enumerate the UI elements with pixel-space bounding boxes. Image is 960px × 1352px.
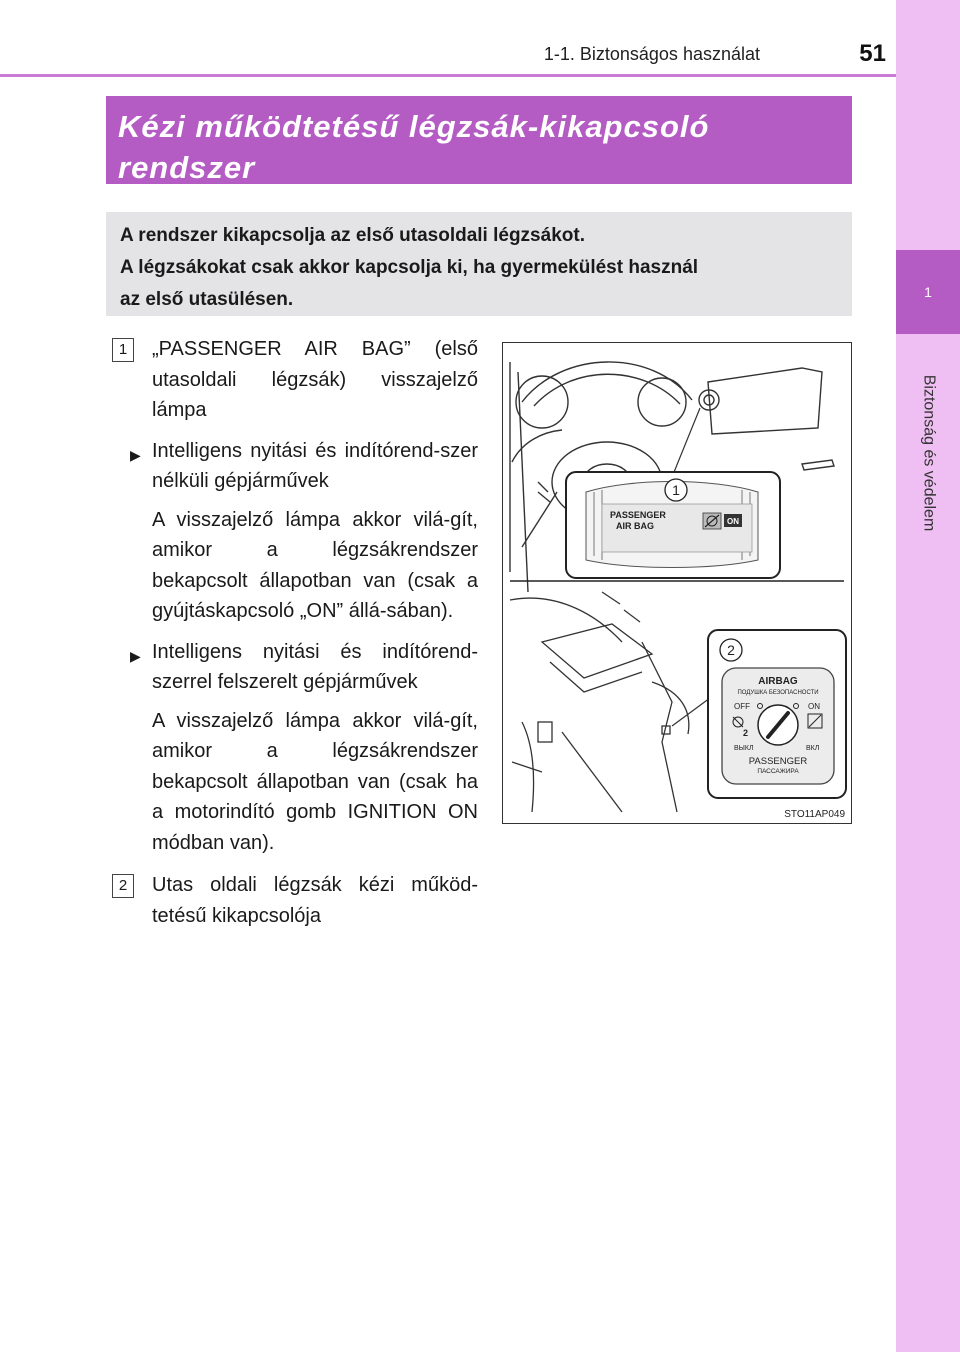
intro-line3: az első utasülésen. — [120, 289, 294, 310]
section-title-band — [106, 96, 852, 184]
switch-title-ru: ПОДУШКА БЕЗОПАСНОСТИ — [737, 690, 819, 696]
lamp-label-line1: PASSENGER — [610, 510, 666, 520]
switch-off-label: OFF — [734, 702, 750, 711]
item-text: Utas oldali légzsák kézi működ-tetésű kikapcsolója — [152, 874, 478, 927]
page-number: 51 — [859, 40, 886, 67]
item-1 — [112, 334, 478, 426]
airbag-switch-inset — [708, 630, 846, 798]
item-number-badge: 2 — [112, 874, 134, 898]
svg-text:2: 2 — [743, 728, 749, 738]
bullet-item — [112, 436, 478, 497]
intro-text — [106, 212, 852, 316]
section-header: 1-1. Biztonságos használat — [543, 44, 760, 64]
callout-number-2: 2 — [727, 642, 735, 658]
section-title-line2: rendszer — [118, 150, 256, 185]
lamp-label-line2: AIR BAG — [616, 521, 654, 531]
switch-off-ru-label: ВЫКЛ — [734, 745, 754, 752]
item-number-badge: 1 — [112, 338, 134, 362]
triangle-bullet-icon: ▶ — [130, 647, 141, 664]
section-title-line1: Kézi működtetésű légzsák-kikapcsoló — [118, 109, 710, 144]
bullet-item — [112, 637, 478, 698]
switch-on-label: ON — [808, 702, 820, 711]
figure-code: STO11AP049 — [784, 809, 845, 820]
intro-line1: A rendszer kikapcsolja az első utasoldali légzsákot. — [120, 225, 585, 246]
lamp-on-label: ON — [727, 517, 739, 526]
item-text: „PASSENGER AIR BAG” (első utasoldali légzsák) visszajelző lámpa — [152, 338, 478, 421]
switch-on-ru-label: ВКЛ — [806, 745, 820, 752]
triangle-bullet-icon: ▶ — [130, 446, 141, 463]
chapter-title-vertical — [896, 348, 960, 558]
child-seat-icon — [703, 513, 721, 529]
intro-line2: A légzsákokat csak akkor kapcsolja ki, ha gyermekülést használ — [120, 257, 699, 278]
switch-title: AIRBAG — [758, 676, 798, 687]
item-2 — [112, 870, 478, 931]
bullet-title: Intelligens nyitási és indítórend-szer nélküli gépjárművek — [152, 439, 478, 492]
dashboard-illustration-svg — [502, 342, 852, 824]
callout-number-1: 1 — [672, 482, 680, 498]
switch-passenger-label: PASSENGER — [748, 756, 808, 767]
bullet-title: Intelligens nyitási és indítórend-szerrel felszerelt gépjárművek — [152, 640, 478, 693]
section-title — [106, 96, 852, 188]
chapter-side-strip — [896, 0, 960, 1352]
bullet-description: A visszajelző lámpa akkor vilá-gít, amikor a légzsákrendszer bekapcsolt állapotban van (csak a gyújtáskapcsoló „ON” állá-sában). — [152, 508, 478, 622]
bullet-description: A visszajelző lámpa akkor vilá-gít, amikor a légzsákrendszer bekapcsolt állapotban van (csak ha a motorindító gomb IGNITION ON módban van). — [152, 709, 478, 854]
header-divider — [0, 74, 896, 77]
dashboard-illustration — [502, 342, 852, 824]
chapter-tab[interactable]: 1 — [896, 250, 960, 334]
intro-box — [106, 212, 852, 316]
airbag-indicator-inset — [566, 472, 780, 578]
content-column — [112, 334, 478, 931]
switch-passenger-ru-label: ПАССАЖИРА — [757, 768, 799, 775]
chapter-title-text: Biztonság és védelem — [920, 374, 937, 532]
